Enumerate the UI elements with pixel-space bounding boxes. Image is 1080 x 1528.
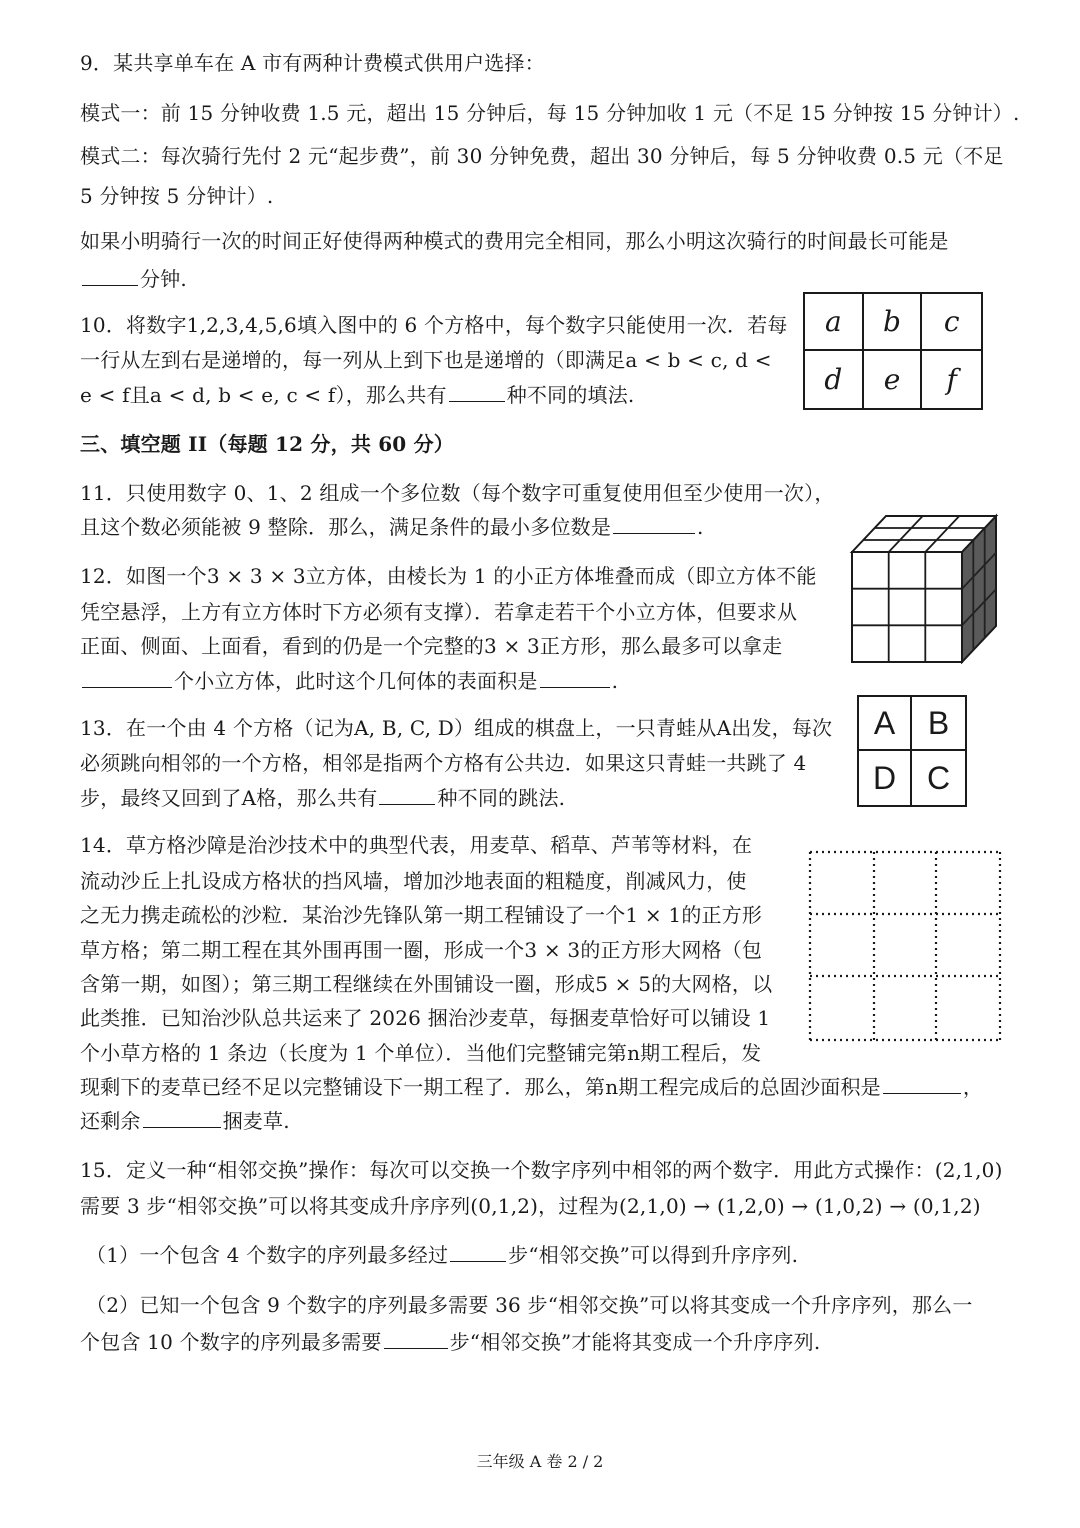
q11-answer-blank[interactable] <box>613 511 695 534</box>
q9-line-2: 模式一：前 15 分钟收费 1.5 元，超出 15 分钟后，每 15 分钟加收 1 元（不足 15 分钟按 15 分钟计）. <box>80 101 1020 125</box>
q14-line-6: 此类推．已知治沙队总共运来了 2026 捆治沙麦草，每捆麦草恰好可以铺设 1 <box>80 1006 771 1030</box>
q13-board-cell: B <box>912 697 965 751</box>
q13-board-cell: D <box>859 751 912 805</box>
q14-line-9-text: 还剩余 <box>80 1109 141 1133</box>
q13-line-2: 必须跳向相邻的一个方格，相邻是指两个方格有公共边．如果这只青蛙一共跳了 4 <box>80 751 807 775</box>
q13-answer-blank[interactable] <box>379 782 435 805</box>
q10-grid-cell: c <box>922 294 981 351</box>
q15-answer-blank-2[interactable] <box>384 1326 448 1349</box>
q10-grid-cell: d <box>805 351 864 408</box>
q15-part-2-text: 个包含 10 个数字的序列最多需要 <box>80 1330 382 1354</box>
q15-part-1 <box>86 1238 798 1272</box>
q14-line-8 <box>80 1070 983 1104</box>
q14-line-2: 流动沙丘上扎设成方格状的挡风墙，增加沙地表面的粗糙度，削减风力，使 <box>80 869 747 893</box>
q12-line-3: 正面、侧面、上面看，看到的仍是一个完整的3 × 3正方形，那么最多可以拿走 <box>80 634 783 658</box>
q14-line-1: 14．草方格沙障是治沙技术中的典型代表，用麦草、稻草、芦苇等材料，在 <box>80 833 753 857</box>
q11-line-2-suffix: . <box>697 515 704 539</box>
q14-line-4: 草方格；第二期工程在其外围再围一圈，形成一个3 × 3的正方形大网格（包 <box>80 938 763 962</box>
q11-line-2 <box>80 510 704 544</box>
q10-line-3-suffix: 种不同的填法. <box>506 383 635 407</box>
q14-line-8-text: 现剩下的麦草已经不足以完整铺设下一期工程了．那么，第n期工程完成后的总固沙面积是 <box>80 1075 881 1099</box>
q14-line-9-suffix: 捆麦草. <box>222 1109 290 1133</box>
q10-line-3 <box>80 378 635 412</box>
q15-part-2-line-1: （2）已知一个包含 9 个数字的序列最多需要 36 步“相邻交换”可以将其变成一个升序序列，那么一 <box>86 1293 973 1317</box>
q15-line-2: 需要 3 步“相邻交换”可以将其变成升序序列(0,1,2)，过程为(2,1,0) → (1,2,0) → (1,0,2) → (0,1,2) <box>80 1194 981 1218</box>
q15-part-1-suffix: 步“相邻交换”可以得到升序序列. <box>508 1243 799 1267</box>
q13-board-figure <box>857 695 967 807</box>
q15-part-2-line-2 <box>80 1325 820 1359</box>
cube-3x3x3-figure <box>848 508 1000 664</box>
q10-grid-cell: f <box>946 363 957 396</box>
q12-line-1: 12．如图一个3 × 3 × 3立方体，由棱长为 1 的小正方体堆叠而成（即立方体不能 <box>80 564 817 588</box>
q10-answer-blank[interactable] <box>449 379 505 402</box>
q12-line-4 <box>80 664 618 698</box>
q9-line-3: 模式二：每次骑行先付 2 元“起步费”，前 30 分钟免费，超出 30 分钟后，每 5 分钟收费 0.5 元（不足 <box>80 144 1004 168</box>
q15-part-1-text: （1）一个包含 4 个数字的序列最多经过 <box>86 1243 449 1267</box>
q15-part-2-suffix: 步“相邻交换”才能将其变成一个升序序列. <box>449 1330 821 1354</box>
q11-line-2-text: 且这个数必须能被 9 整除．那么，满足条件的最小多位数是 <box>80 515 612 539</box>
q14-grass-grid-figure <box>806 848 1004 1044</box>
q10-grid-figure <box>803 292 983 410</box>
q12-answer-blank-1[interactable] <box>82 665 172 688</box>
q13-board-cell: A <box>859 697 912 751</box>
section-3-title: 三、填空题 II（每题 12 分，共 60 分） <box>80 432 454 456</box>
q13-line-1: 13．在一个由 4 个方格（记为A, B, C, D）组成的棋盘上，一只青蛙从A出发，每次 <box>80 716 833 740</box>
q12-line-2: 凭空悬浮，上方有立方体时下方必须有支撑）．若拿走若干个小立方体，但要求从 <box>80 600 798 624</box>
q10-line-2: 一行从左到右是递增的，每一列从上到下也是递增的（即满足a < b < c, d < <box>80 348 772 372</box>
q14-answer-blank-2[interactable] <box>143 1105 221 1128</box>
q14-line-5: 含第一期，如图）；第三期工程继续在外围铺设一圈，形成5 × 5的大网格，以 <box>80 972 773 996</box>
q10-line-1: 10．将数字1,2,3,4,5,6填入图中的 6 个方格中，每个数字只能使用一次．若每 <box>80 313 788 337</box>
q10-line-3-text: e < f且a < d, b < e, c < f），那么共有 <box>80 383 447 407</box>
q12-line-4-text: 个小立方体，此时这个几何体的表面积是 <box>174 669 538 693</box>
q13-board-cell: C <box>926 759 951 796</box>
q13-line-3-suffix: 种不同的跳法. <box>437 786 566 810</box>
q13-line-3-text: 步，最终又回到了A格，那么共有 <box>80 786 378 810</box>
q10-grid-cell: b <box>864 294 923 351</box>
q14-line-3: 之无力携走疏松的沙粒．某治沙先锋队第一期工程铺设了一个1 × 1的正方形 <box>80 903 763 927</box>
q9-line-6 <box>80 262 187 296</box>
page-footer: 三年级 A 卷 2 / 2 <box>476 1452 604 1471</box>
q11-line-1: 11．只使用数字 0、1、2 组成一个多位数（每个数字可重复使用但至少使用一次）， <box>80 481 835 505</box>
q15-answer-blank-1[interactable] <box>450 1239 506 1262</box>
q15-line-1: 15．定义一种“相邻交换”操作：每次可以交换一个数字序列中相邻的两个数字．用此方式操作：(2,1,0) <box>80 1158 1003 1182</box>
q12-answer-blank-2[interactable] <box>540 665 610 688</box>
q9-answer-blank[interactable] <box>82 263 138 286</box>
q9-line-5: 如果小明骑行一次的时间正好使得两种模式的费用完全相同，那么小明这次骑行的时间最长可能是 <box>80 229 949 253</box>
q9-line-1: 9．某共享单车在 A 市有两种计费模式供用户选择： <box>80 51 545 75</box>
q9-line-4: 5 分钟按 5 分钟计）. <box>80 184 274 208</box>
q14-line-8-suffix: ， <box>962 1075 984 1099</box>
q14-answer-blank-1[interactable] <box>883 1071 961 1094</box>
q13-line-3 <box>80 781 565 815</box>
q12-line-4-suffix: . <box>611 669 619 693</box>
q14-line-7: 个小草方格的 1 条边（长度为 1 个单位）．当他们完整铺完第n期工程后，发 <box>80 1041 762 1065</box>
q10-grid-cell: a <box>805 294 864 351</box>
q10-grid-cell: e <box>864 351 923 408</box>
q9-line-6-text: 分钟. <box>140 267 187 291</box>
q14-line-9 <box>80 1104 290 1138</box>
